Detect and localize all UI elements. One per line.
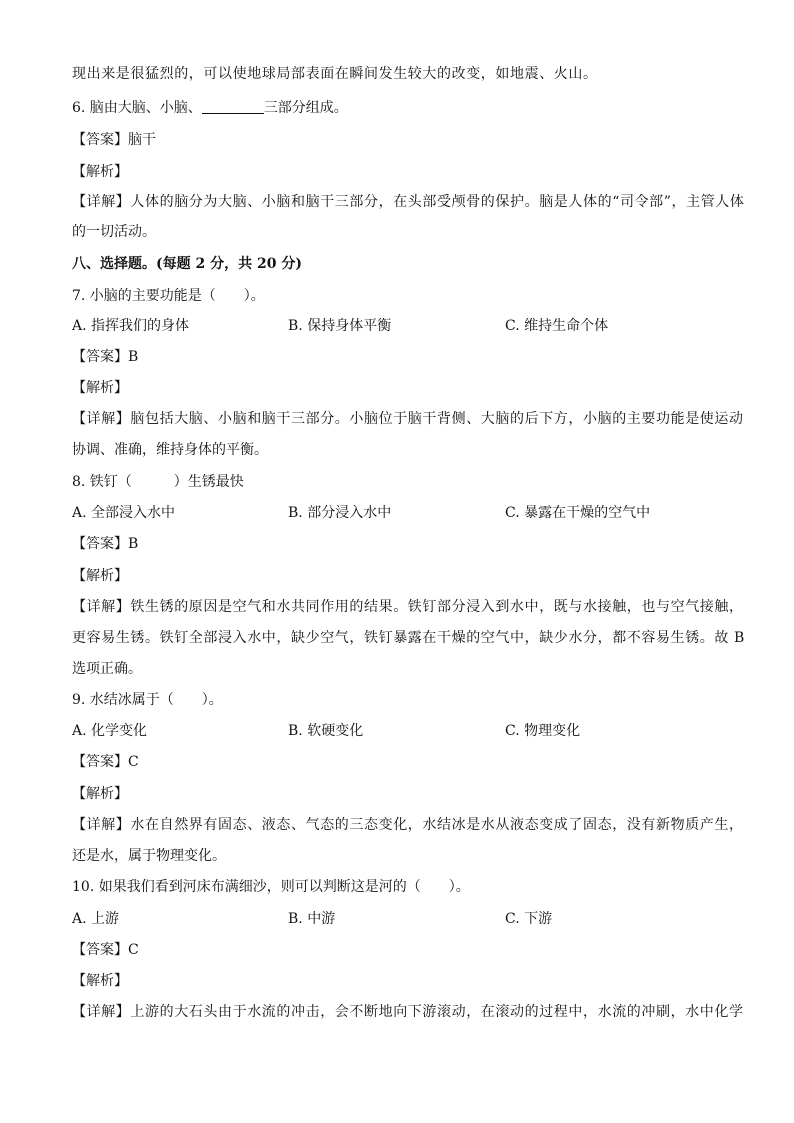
question-9-option-a: A. 化学变化: [72, 723, 148, 739]
analysis-7: 【解析】: [72, 380, 128, 396]
text-line: 现出来是很猛烈的，可以使地球局部表面在瞬间发生较大的改变，如地震、火山。: [72, 66, 598, 82]
question-10-option-b: B. 中游: [288, 911, 336, 927]
detail-10-line-1: 【详解】上游的大石头由于水流的冲击，会不断地向下游滚动，在滚动的过程中，水流的冲刷，水中化学: [72, 1004, 744, 1020]
answer-6: 【答案】脑干: [72, 132, 156, 148]
analysis-8: 【解析】: [72, 568, 128, 584]
question-7-option-c: C. 维持生命个体: [505, 318, 609, 334]
detail-7-line-1: 【详解】脑包括大脑、小脑和脑干三部分。小脑位于脑干背侧、大脑的后下方，小脑的主要功能是使运动: [72, 411, 744, 427]
question-8: 8. 铁钉（ ）生锈最快: [72, 474, 244, 490]
detail-8-line-1: 【详解】铁生锈的原因是空气和水共同作用的结果。铁钉部分浸入到水中，既与水接触，也与空气接触，: [72, 599, 744, 615]
question-10-option-c: C. 下游: [505, 911, 553, 927]
question-6-text-a: 6. 脑由大脑、小脑、: [72, 100, 202, 116]
section-heading: 八、选择题。(每题 2 分，共 20 分): [72, 256, 302, 272]
question-7: 7. 小脑的主要功能是（ ）。: [72, 288, 265, 304]
question-6: [72, 98, 348, 118]
detail-8-line-3: 选项正确。: [72, 661, 142, 677]
detail-6-line-2: 的一切活动。: [72, 224, 156, 240]
question-9-option-c: C. 物理变化: [505, 723, 581, 739]
fill-in-blank: [202, 99, 264, 114]
analysis-6: 【解析】: [72, 164, 128, 180]
detail-9-line-1: 【详解】水在自然界有固态、液态、气态的三态变化，水结冰是水从液态变成了固态，没有新物质产生，: [72, 817, 744, 833]
detail-9-line-2: 还是水，属于物理变化。: [72, 848, 226, 864]
question-7-option-b: B. 保持身体平衡: [288, 318, 392, 334]
detail-7-line-2: 协调、准确，维持身体的平衡。: [72, 442, 268, 458]
answer-8: 【答案】B: [72, 536, 139, 552]
question-6-text-b: 三部分组成。: [263, 100, 348, 116]
question-10: 10. 如果我们看到河床布满细沙，则可以判断这是河的（ ）。: [72, 879, 470, 895]
answer-9: 【答案】C: [72, 754, 139, 770]
detail-8-line-2: 更容易生锈。铁钉全部浸入水中，缺少空气，铁钉暴露在干燥的空气中，缺少水分，都不容易生锈。故 B: [72, 630, 745, 646]
question-9-option-b: B. 软硬变化: [288, 723, 364, 739]
question-8-option-c: C. 暴露在干燥的空气中: [505, 505, 651, 521]
detail-6-line-1: 【详解】人体的脑分为大脑、小脑和脑干三部分，在头部受颅骨的保护。脑是人体的“司令部”，主管人体: [72, 194, 745, 210]
question-9: 9. 水结冰属于（ ）。: [72, 692, 223, 708]
analysis-9: 【解析】: [72, 786, 128, 802]
question-7-option-a: A. 指挥我们的身体: [72, 318, 190, 334]
question-8-option-a: A. 全部浸入水中: [72, 505, 176, 521]
answer-7: 【答案】B: [72, 349, 139, 365]
answer-10: 【答案】C: [72, 942, 139, 958]
analysis-10: 【解析】: [72, 973, 128, 989]
question-10-option-a: A. 上游: [72, 911, 120, 927]
question-8-option-b: B. 部分浸入水中: [288, 505, 392, 521]
